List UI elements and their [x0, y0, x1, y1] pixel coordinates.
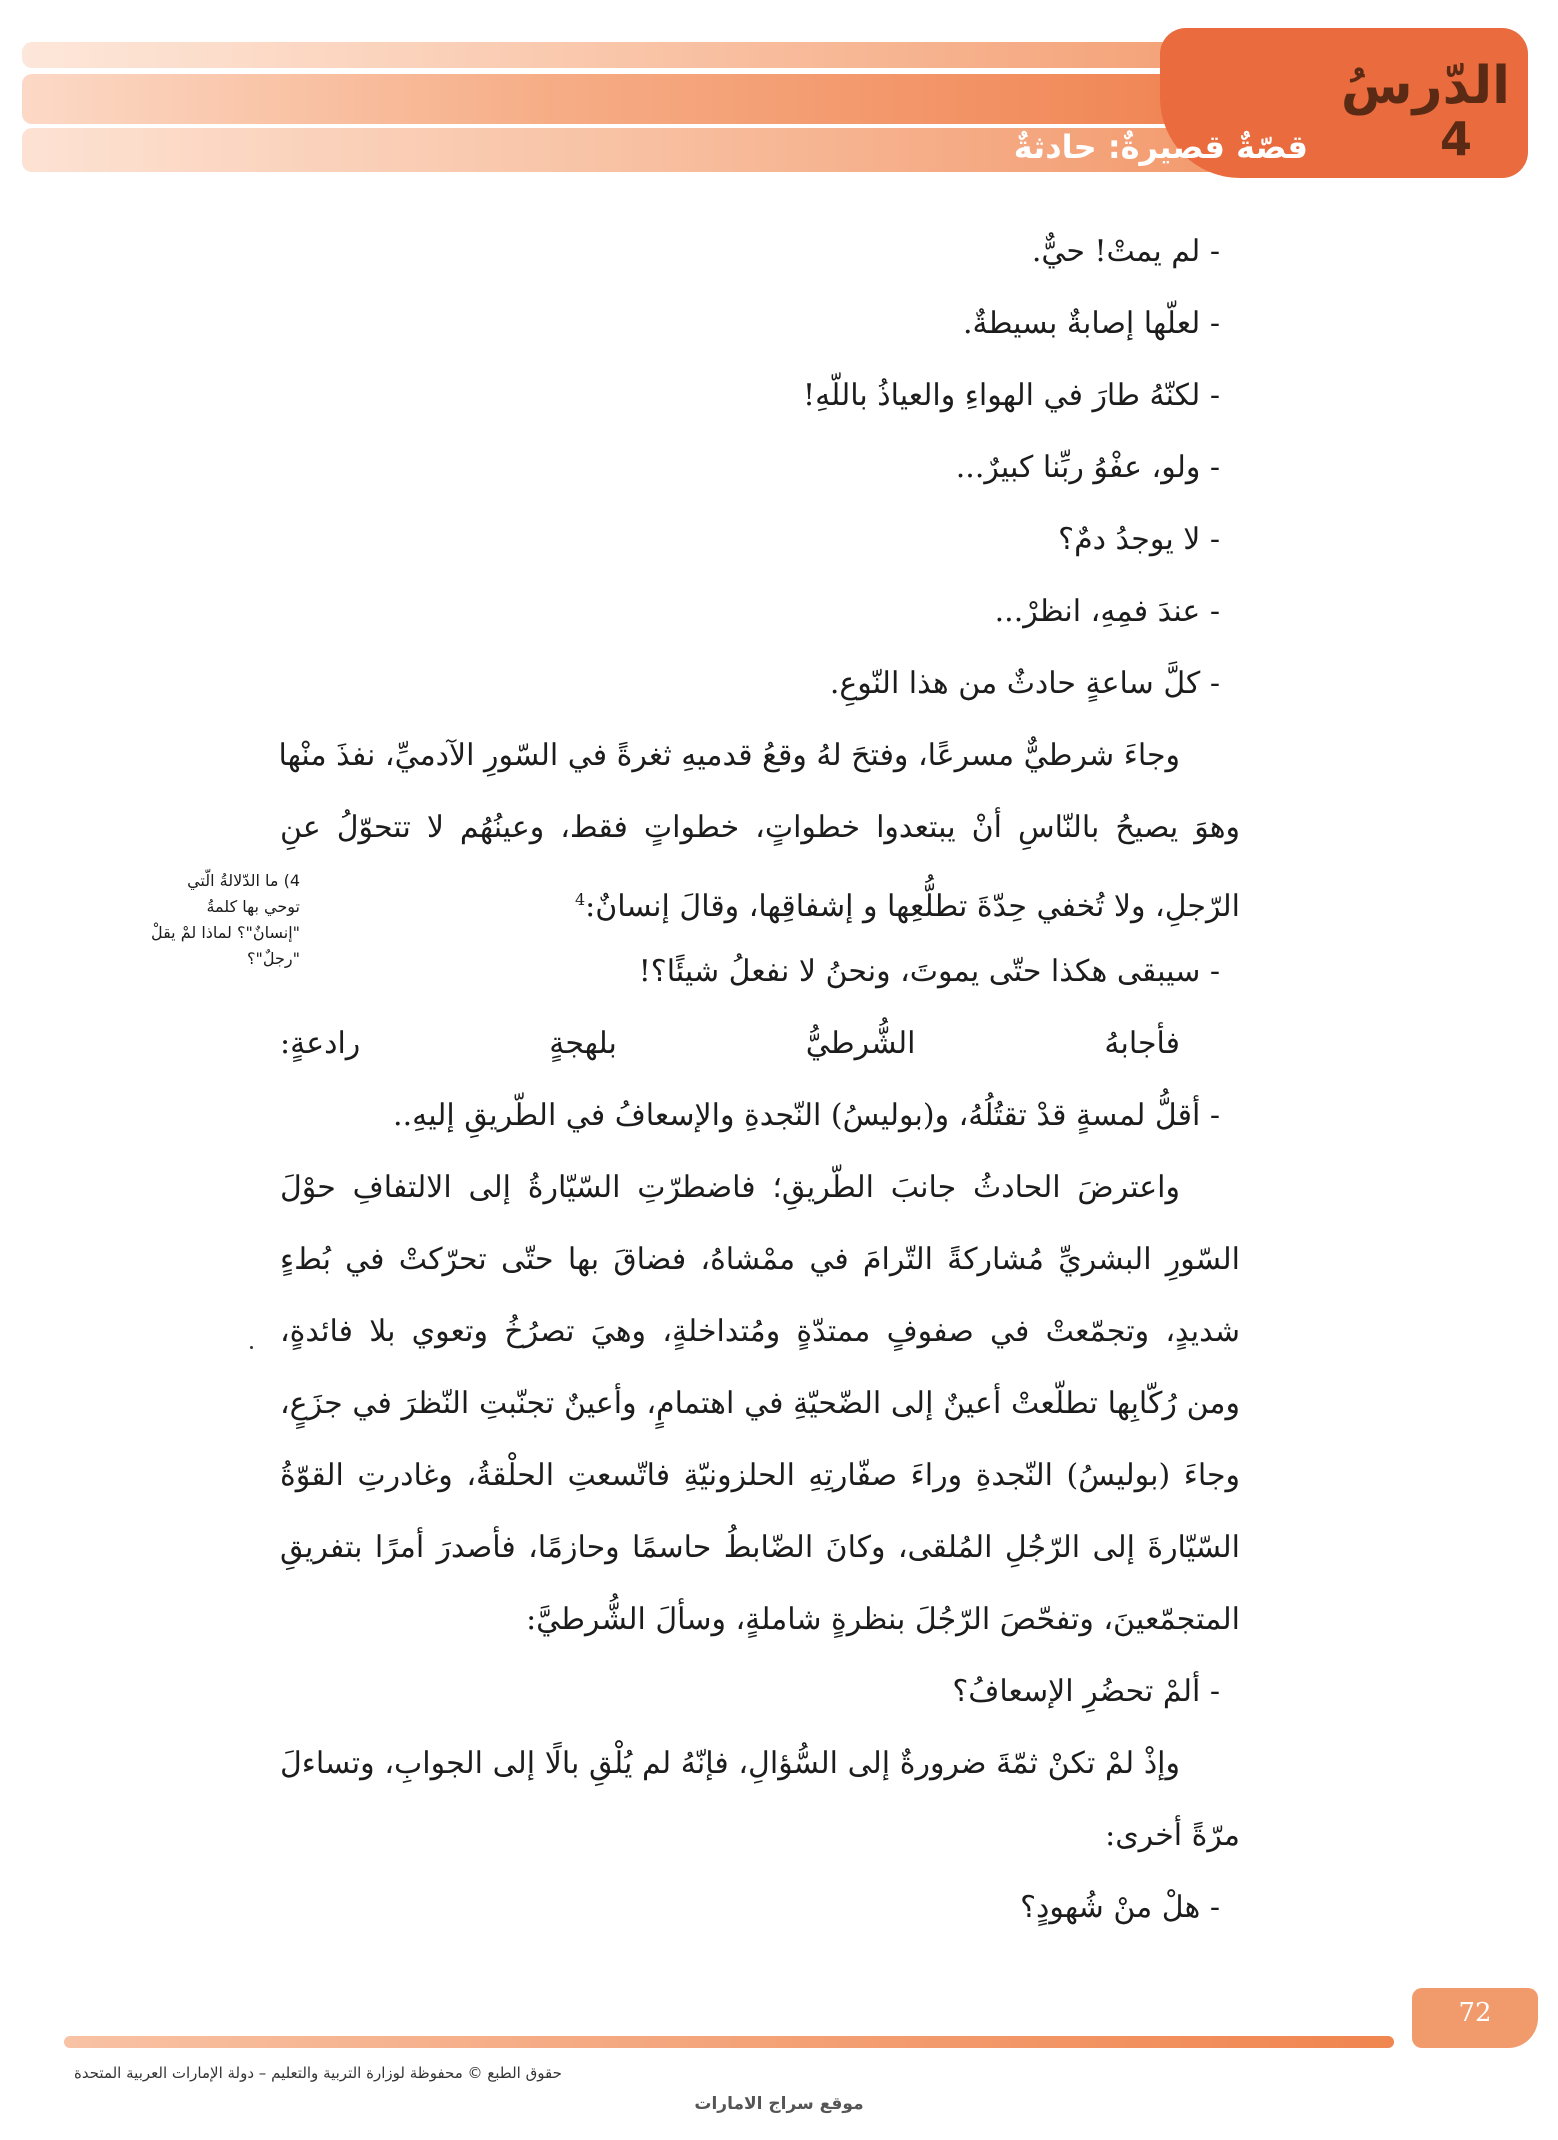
text-line: وجاءَ شرطيٌّ مسرعًا، وفتحَ لهُ وقعُ قدميهِ ثغرةً في السّورِ الآدميِّ، نفذَ منْها — [278, 738, 1180, 773]
text-line: - أقلُّ لمسةٍ قدْ تقتُلُهُ، و(بوليسُ) النّجدةِ والإسعافُ في الطّريقِ إليهِ.. — [393, 1098, 1220, 1133]
story-text — [280, 216, 1240, 1944]
text-line: شديدٍ، وتجمّعتْ في صفوفٍ ممتدّةٍ ومُتداخلةٍ، وهيَ تصرُخُ وتعوي بلا فائدةٍ، — [280, 1314, 1240, 1349]
text-line: - ولو، عفْوُ ربِّنا كبيرٌ... — [955, 450, 1220, 485]
text-line: وهوَ يصيحُ بالنّاسِ أنْ يبتعدوا خطواتٍ، خطواتٍ فقط، وعينُهُم لا تتحوّلُ عنِ — [280, 810, 1240, 845]
lesson-number: 4 — [1439, 112, 1472, 166]
header-band-top — [22, 42, 1322, 68]
text-line: فأجابهُ الشُّرطيُّ بلهجةٍ رادعةٍ: — [280, 1026, 1180, 1061]
text-line: - هلْ منْ شُهودٍ؟ — [1020, 1890, 1220, 1925]
text-line: ومن رُكّابِها تطلّعتْ أعينٌ إلى الضّحيّةِ في اهتمامٍ، وأعينٌ تجنّبتِ النّظرَ في جزَعٍ، — [280, 1386, 1240, 1421]
header-band-middle — [22, 74, 1342, 124]
text-line: واعترضَ الحادثُ جانبَ الطّريقِ؛ فاضطرّتِ السّيّارةُ إلى الالتفافِ حوْلَ — [280, 1170, 1180, 1205]
text-line: المتجمّعينَ، وتفحّصَ الرّجُلَ بنظرةٍ شاملةٍ، وسألَ الشُّرطيَّ: — [526, 1602, 1240, 1637]
text-line: - عندَ فمِهِ، انظرْ... — [994, 594, 1220, 629]
text-line: - لكنّهُ طارَ في الهواءِ والعياذُ باللّهِ! — [803, 378, 1220, 413]
text-line: مرّةً أخرى: — [1105, 1818, 1240, 1853]
text-line: وجاءَ (بوليسُ) النّجدةِ وراءَ صفّارتِهِ الحلزونيّةِ فاتّسعتِ الحلْقةُ، وغادرتِ القوّةُ — [280, 1458, 1240, 1493]
text-line: - سيبقى هكذا حتّى يموتَ، ونحنُ لا نفعلُ شيئًا؟! — [638, 954, 1220, 989]
text-line: - لعلّها إصابةٌ بسيطةٌ. — [962, 306, 1220, 341]
lesson-subtitle: قصّةٌ قصيرةٌ: حادثةٌ — [1013, 128, 1308, 166]
copyright-notice: حقوق الطبع © محفوظة لوزارة التربية والتعليم – دولة الإمارات العربية المتحدة — [74, 2064, 562, 2082]
text-line: وإذْ لمْ تكنْ ثمّةَ ضرورةٌ إلى السُّؤالِ، فإنّهُ لم يُلْقِ بالًا إلى الجوابِ، وتساءلَ — [280, 1746, 1180, 1781]
footer-band — [64, 2036, 1394, 2048]
text-line: السّيّارةَ إلى الرّجُلِ المُلقى، وكانَ الضّابطُ حاسمًا وحازمًا، فأصدرَ أمرًا بتفريقِ — [280, 1530, 1240, 1565]
lesson-title: الدّرسُ — [1340, 56, 1510, 116]
text-line: - لا يوجدُ دمٌ؟ — [1058, 522, 1220, 557]
site-footer: موقع سراج الامارات — [694, 2094, 864, 2114]
page-number: 72 — [1458, 1998, 1492, 2028]
margin-question: 4) ما الدّلالةُ الّتي توحي بها كلمةُ "إنسانٌ"؟ لماذا لمْ يقلْ "رجلٌ"؟ — [150, 871, 300, 968]
text-line: - ألمْ تحضُرِ الإسعافُ؟ — [952, 1674, 1220, 1709]
text-line: السّورِ البشريِّ مُشاركةً التّرامَ في ممْشاهُ، فضاقَ بها حتّى تحرّكتْ في بُطءٍ — [280, 1242, 1240, 1277]
text-line: الرّجلِ، ولا تُخفي حِدّةَ تطلُّعِها و إشفاقِها، وقالَ إنسانٌ:$^4$ — [574, 889, 1240, 924]
footnote-marker: 4 — [574, 890, 586, 909]
text-line: - لم يمتْ! حيٌّ. — [1031, 234, 1220, 269]
margin-mark — [250, 1346, 253, 1349]
text-line: - كلَّ ساعةٍ حادثٌ من هذا النّوعِ. — [829, 666, 1220, 701]
